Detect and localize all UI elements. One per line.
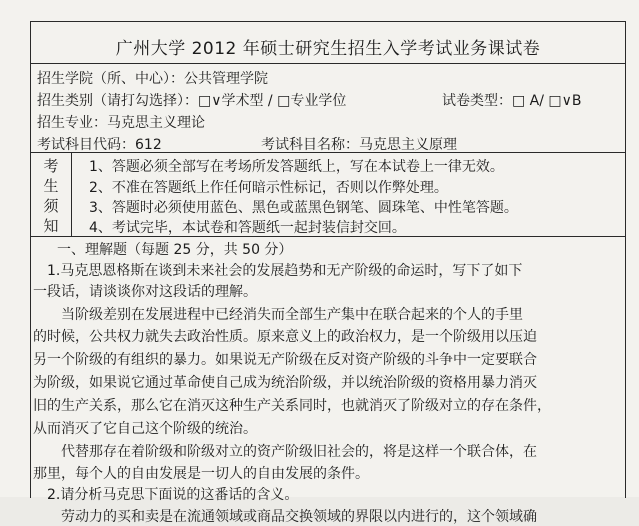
divider xyxy=(31,63,625,64)
paragraph-line: 另一个阶级的有组织的暴力。如果说无产阶级在反对资产阶级的斗争中一定要联合 xyxy=(33,352,537,368)
notice-item: 2、不准在答题纸上作任何暗示性标记，否则以作弊处理。 xyxy=(89,180,448,196)
notice-item: 4、考试完毕，本试卷和答题纸一起封装信封交回。 xyxy=(89,220,406,236)
notice-label-char: 生 xyxy=(43,177,59,195)
paragraph-line: 的时候，公共权力就失去政治性质。原来意义上的政治权力，是一个阶级用以压迫 xyxy=(33,329,537,345)
exam-title: 广州大学 2012 年硕士研究生招生入学考试业务课试卷 xyxy=(115,39,541,59)
paragraph-line: 从而消灭了它自己这个阶级的统治。 xyxy=(33,421,257,437)
notice-label-char: 须 xyxy=(43,197,59,215)
divider xyxy=(31,152,625,153)
exam-frame xyxy=(30,21,626,525)
category-line: 招生类别（请打勾选择）：□∨学术型 / □专业学位 xyxy=(37,93,347,109)
paragraph-line: 一段话，请谈谈你对这段话的理解。 xyxy=(33,284,257,300)
paragraph-line: 2.请分析马克思下面说的这番话的含义。 xyxy=(47,487,299,503)
paragraph-line: 那里，每个人的自由发展是一切人的自由发展的条件。 xyxy=(33,466,369,482)
paragraph-line: 代替那存在着阶级和阶级对立的资产阶级旧社会的，将是这样一个联合体，在 xyxy=(61,444,537,460)
paper-type-line: 试卷类型：□ A/ □∨B xyxy=(442,93,582,109)
notice-item: 1、答题必须全部写在考场所发答题纸上，写在本试卷上一律无效。 xyxy=(89,159,504,175)
paragraph-line: 旧的生产关系，那么它在消灭这种生产关系同时，也就消灭了阶级对立的存在条件， xyxy=(33,398,551,414)
subject-code-line: 考试科目代码：612 xyxy=(37,137,162,153)
paragraph-line: 劳动力的买和卖是在流通领域或商品交换领域的界限以内进行的，这个领域确 xyxy=(61,509,537,525)
notice-item: 3、答题时必须使用蓝色、黑色或蓝黑色钢笔、圆珠笔、中性笔答题。 xyxy=(89,200,518,216)
paragraph-line: 当阶级差别在发展进程中已经消失而全部生产集中在联合起来的个人的手里 xyxy=(61,307,523,323)
divider xyxy=(31,236,625,237)
notice-label-char: 知 xyxy=(43,217,59,235)
notice-label-column xyxy=(31,153,72,236)
notice-label-char: 考 xyxy=(43,157,59,175)
paragraph-line: 为阶级，如果说它通过革命使自己成为统治阶级，并以统治阶级的资格用暴力消灭 xyxy=(33,375,537,391)
major-line: 招生专业：马克思主义理论 xyxy=(37,115,205,131)
subject-name-line: 考试科目名称：马克思主义原理 xyxy=(261,137,457,153)
college-line: 招生学院（所、中心）：公共管理学院 xyxy=(37,71,268,87)
paragraph-line: 1.马克思恩格斯在谈到未来社会的发展趋势和无产阶级的命运时，写下了如下 xyxy=(47,263,523,279)
section-heading: 一、理解题（每题 25 分，共 50 分） xyxy=(57,242,293,258)
